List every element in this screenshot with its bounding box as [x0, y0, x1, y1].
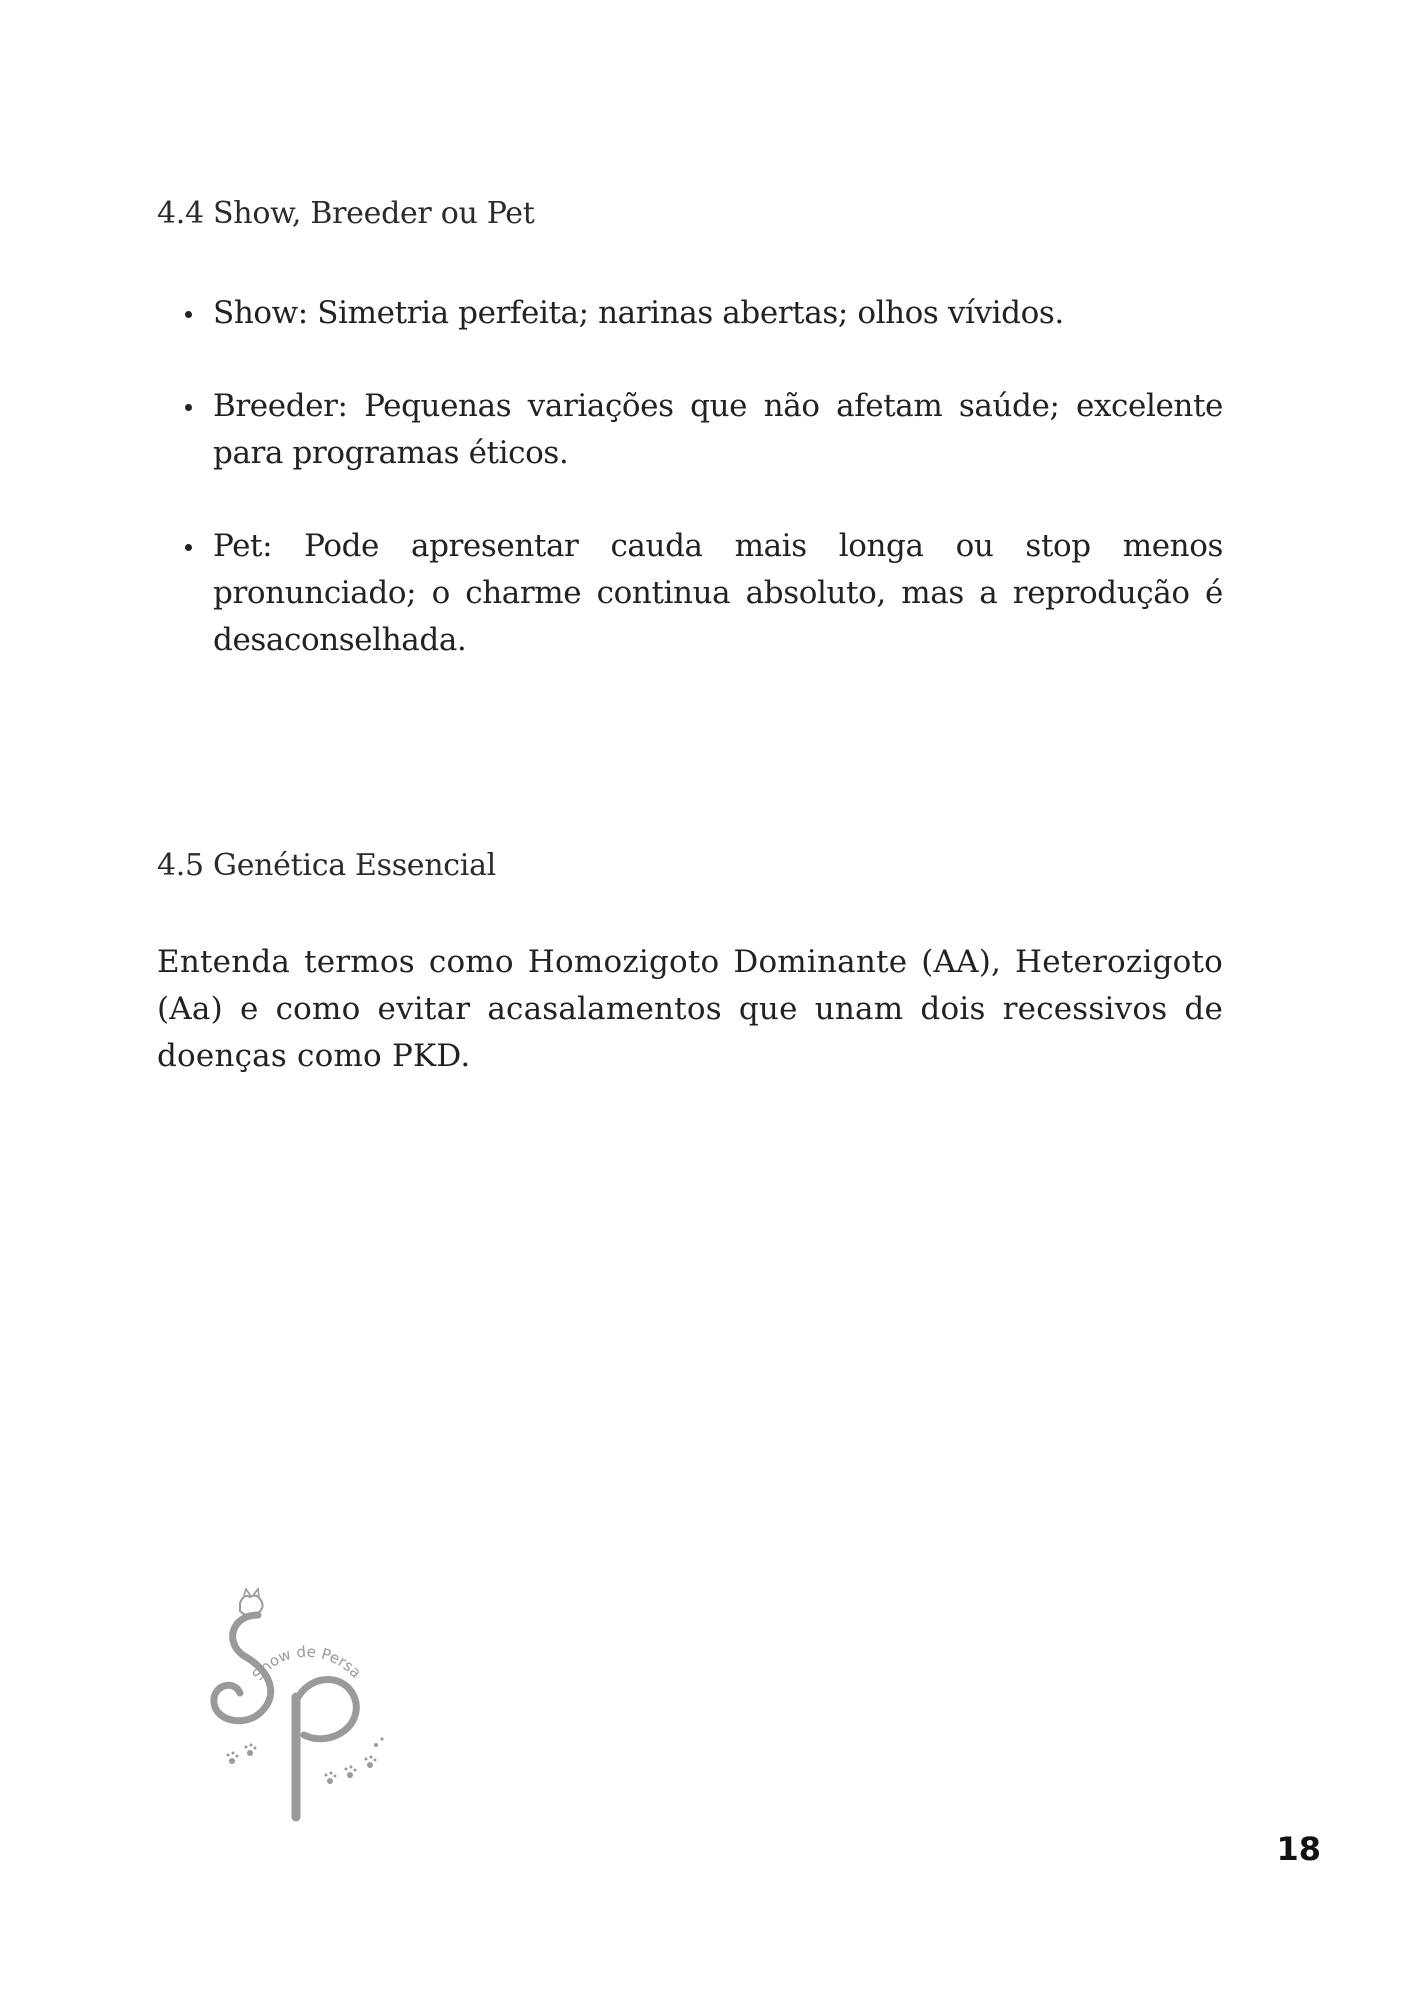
bullet-icon — [185, 311, 192, 318]
logo-text: Show de Persa — [248, 1642, 365, 1684]
list-item — [157, 290, 1223, 337]
list-item-text: Show: Simetria perfeita; narinas abertas; olhos vívidos. — [213, 295, 1064, 331]
show-de-persa-logo — [200, 1585, 400, 1825]
bullet-list — [157, 290, 1223, 710]
list-item — [157, 523, 1223, 664]
body-paragraph: Entenda termos como Homozigoto Dominante (AA), Heterozigoto (Aa) e como evitar acasalamentos que unam dois recessivos de doenças como PKD. — [157, 944, 1223, 1074]
bullet-icon — [185, 544, 192, 551]
section-heading-4-5: 4.5 Genética Essencial — [157, 848, 496, 883]
list-item-text: Pet: Pode apresentar cauda mais longa ou stop menos pronunciado; o charme continua absoluto, mas a reprodução é desaconselhada. — [213, 528, 1223, 658]
list-item-text: Breeder: Pequenas variações que não afetam saúde; excelente para programas éticos. — [213, 388, 1223, 471]
section-heading-4-4: 4.4 Show, Breeder ou Pet — [157, 196, 535, 231]
page-number: 18 — [1276, 1830, 1321, 1868]
svg-text:Show de Persa — [249, 1643, 365, 1684]
list-item — [157, 383, 1223, 477]
cat-logo-icon — [200, 1585, 400, 1825]
bullet-icon — [185, 404, 192, 411]
